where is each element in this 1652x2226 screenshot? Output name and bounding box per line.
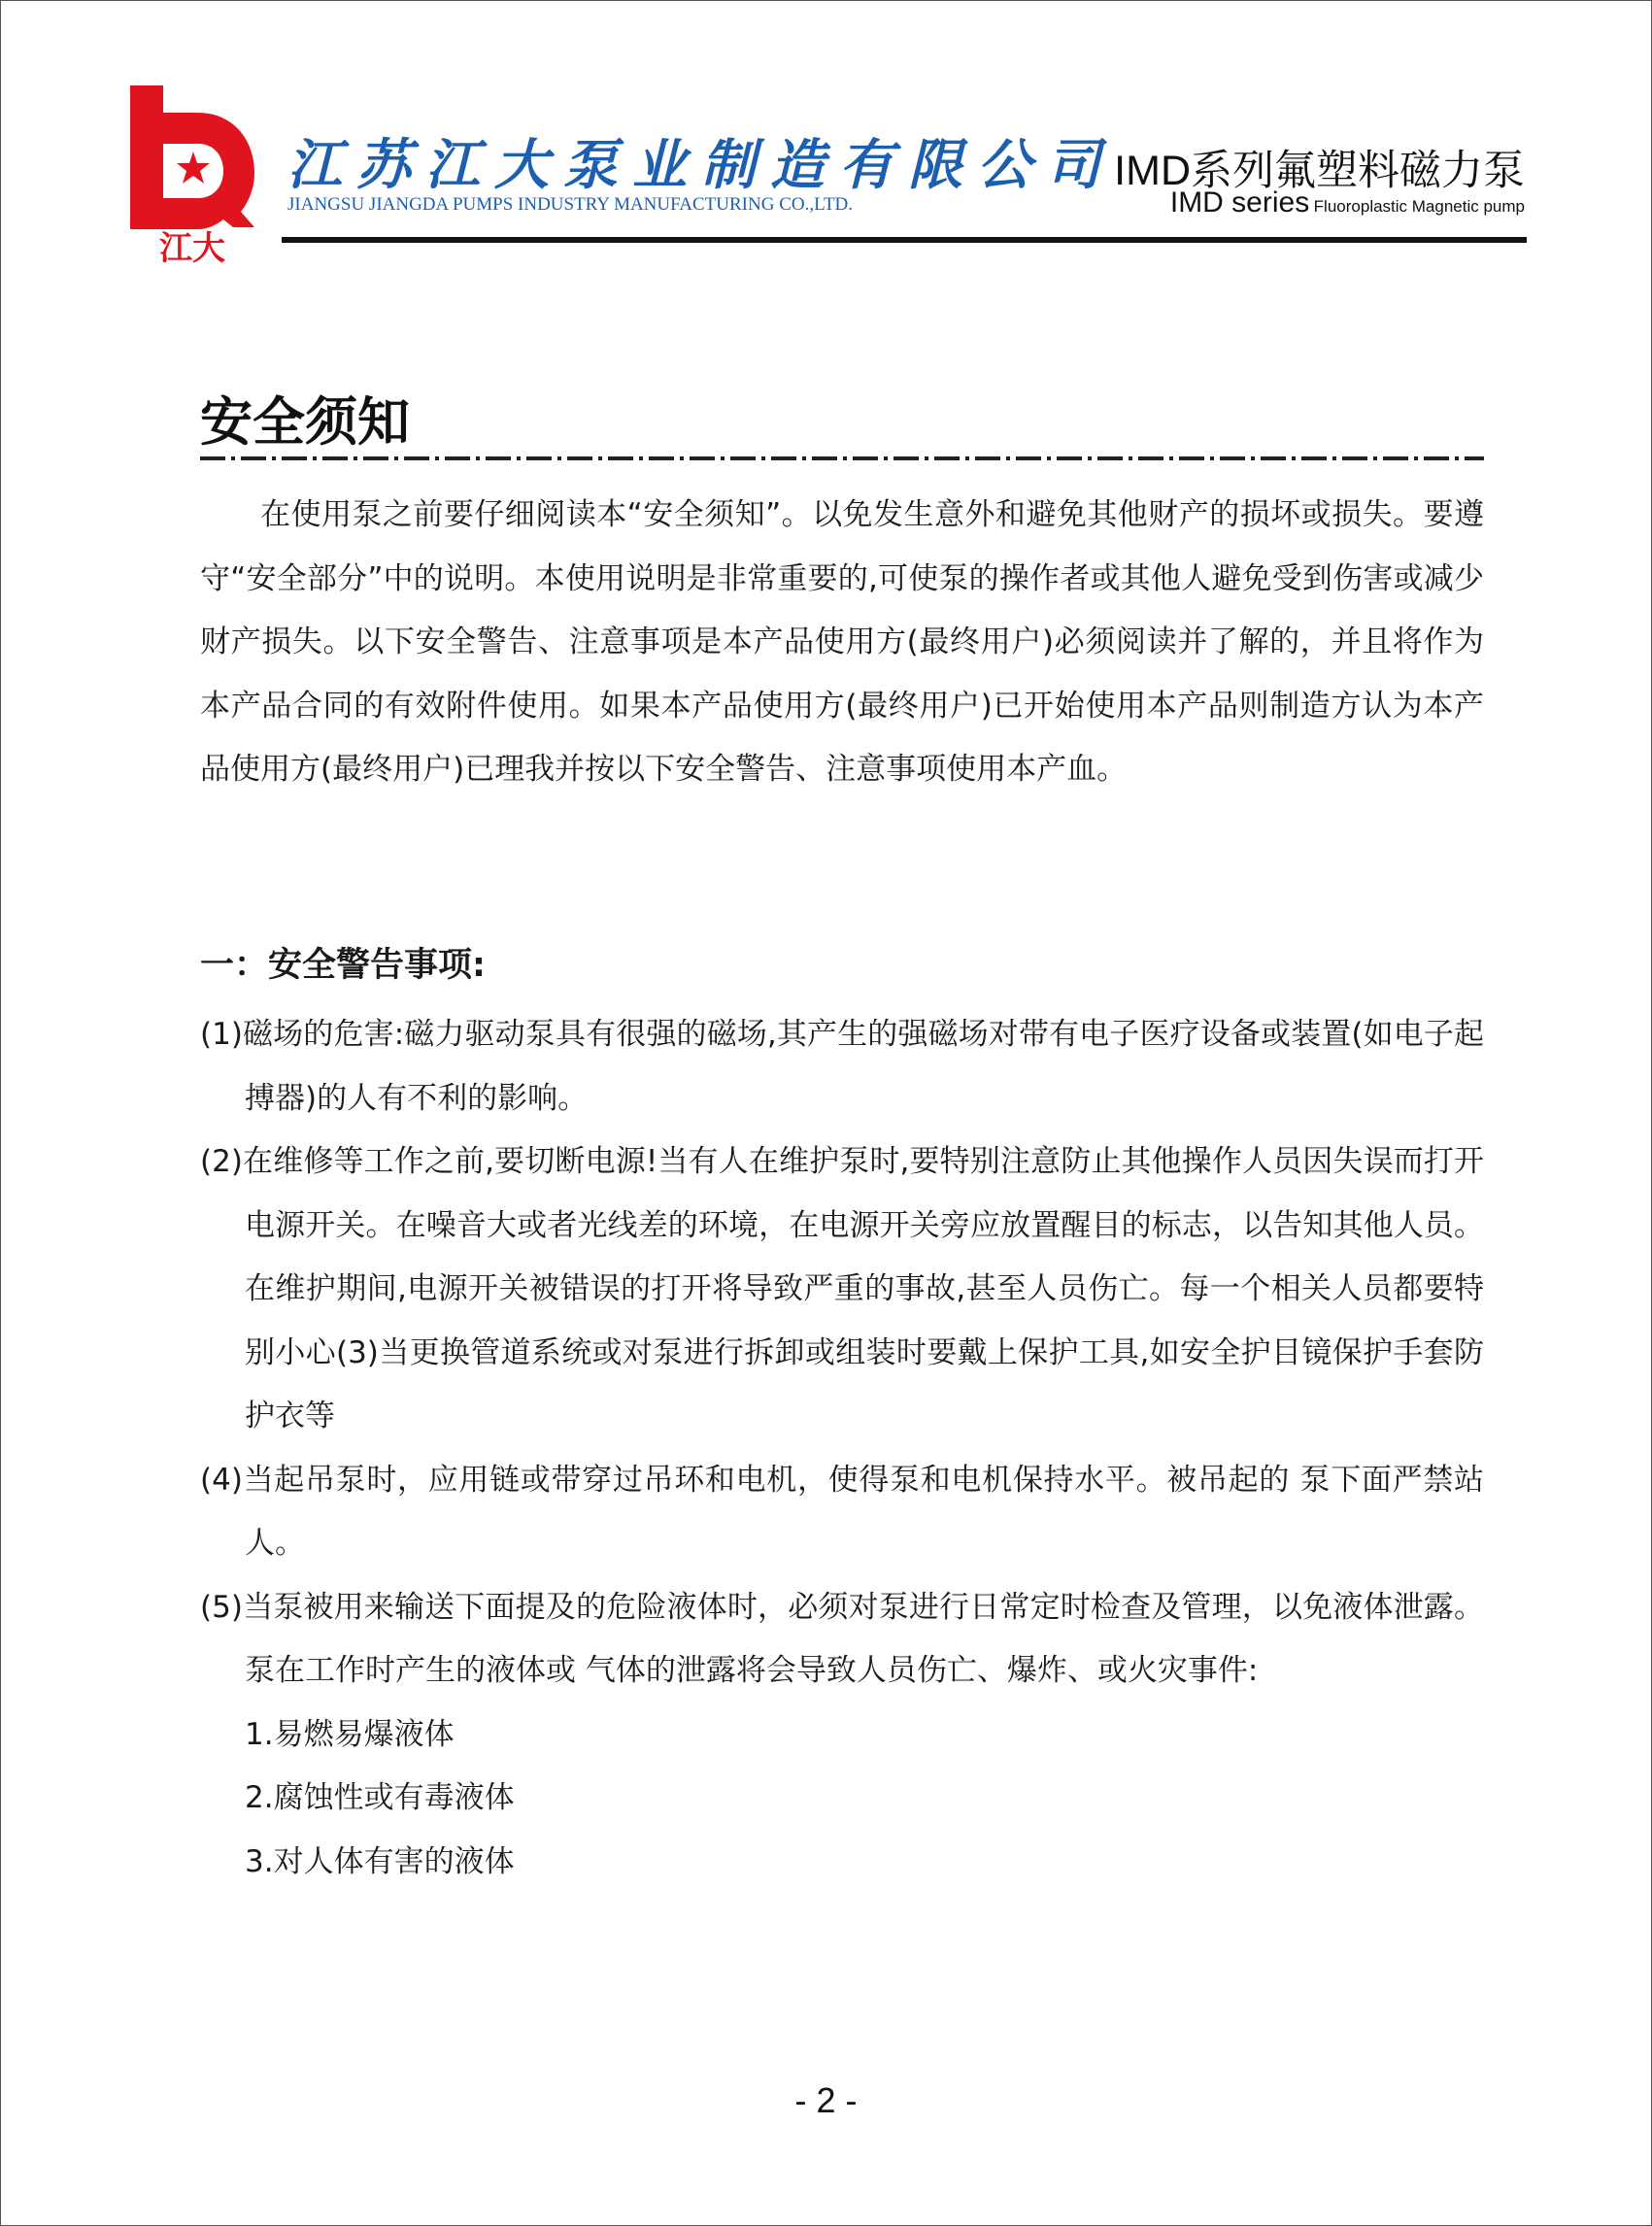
header-divider <box>282 237 1527 243</box>
series-title-cn: IMD系列氟塑料磁力泵 <box>1114 148 1525 194</box>
warning-item: (2)在维修等工作之前,要切断电源!当有人在维护泵时,要特别注意防止其他操作人员因失误而打开电源开关。在噪音大或者光线差的环境，在电源开关旁应放置醒目的标志，以告知其他人员。在维护期间,电源开关被错误的打开将导致严重的事故,甚至人员伤亡。每一个相关人员都要特别小心(3)当更换管道系统或对泵进行拆卸或组装时要戴上保护工具,如安全护目镜保护手套防护衣等 <box>200 1144 1484 1433</box>
section-heading: 一：安全警告事项: <box>200 946 486 985</box>
series-title-en <box>1170 186 1525 219</box>
page-number: - 2 - <box>794 2080 858 2120</box>
hazard-item: 2.腐蚀性或有毒液体 <box>245 1780 515 1815</box>
warning-list <box>200 1003 1484 1894</box>
company-name-en: JIANGSU JIANGDA PUMPS INDUSTRY MANUFACTURING CO.,LTD. <box>287 194 854 215</box>
hazard-item: 3.对人体有害的液体 <box>245 1843 515 1879</box>
intro-paragraph: 在使用泵之前要仔细阅读本“安全须知”。以免发生意外和避免其他财产的损坏或损失。要遵守“安全部分”中的说明。本使用说明是非常重要的,可使泵的操作者或其他人避免受到伤害或减少财产损失。以下安全警告、注意事项是本产品使用方(最终用户)必须阅读并了解的，并且将作为本产品合同的有效附件使用。如果本产品使用方(最终用户)已开始使用本产品则制造方认为本产品使用方(最终用户)已理我并按以下安全警告、注意事项使用本产血。 <box>200 497 1484 787</box>
hazard-list <box>200 1703 1484 1895</box>
company-logo <box>124 84 260 264</box>
title-dashed-divider <box>200 456 1484 460</box>
warning-item: (4)当起吊泵时，应用链或带穿过吊环和电机，使得泵和电机保持水平。被吊起的 泵下面严禁站人。 <box>200 1462 1484 1561</box>
page-title: 安全须知 <box>200 391 410 453</box>
company-name-cn: 江苏江大泵业制造有限公司 <box>287 133 1115 197</box>
hazard-list-container <box>200 1703 1484 1895</box>
warning-item: (5)当泵被用来输送下面提及的危险液体时，必须对泵进行日常定时检查及管理，以免液体泄露。泵在工作时产生的液体或 气体的泄露将会导致人员伤亡、爆炸、或火灾事件: <box>200 1589 1484 1688</box>
hazard-item: 1.易燃易爆液体 <box>245 1716 455 1752</box>
warning-item: (1)磁场的危害:磁力驱动泵具有很强的磁场,其产生的强磁场对带有电子医疗设备或装置(如电子起搏器)的人有不利的影响。 <box>200 1017 1484 1116</box>
logo-text: 江大 <box>159 229 225 264</box>
series-title-en-sub: Fluoroplastic Magnetic pump <box>1313 197 1525 216</box>
series-title-en-main: IMD series <box>1169 186 1310 219</box>
